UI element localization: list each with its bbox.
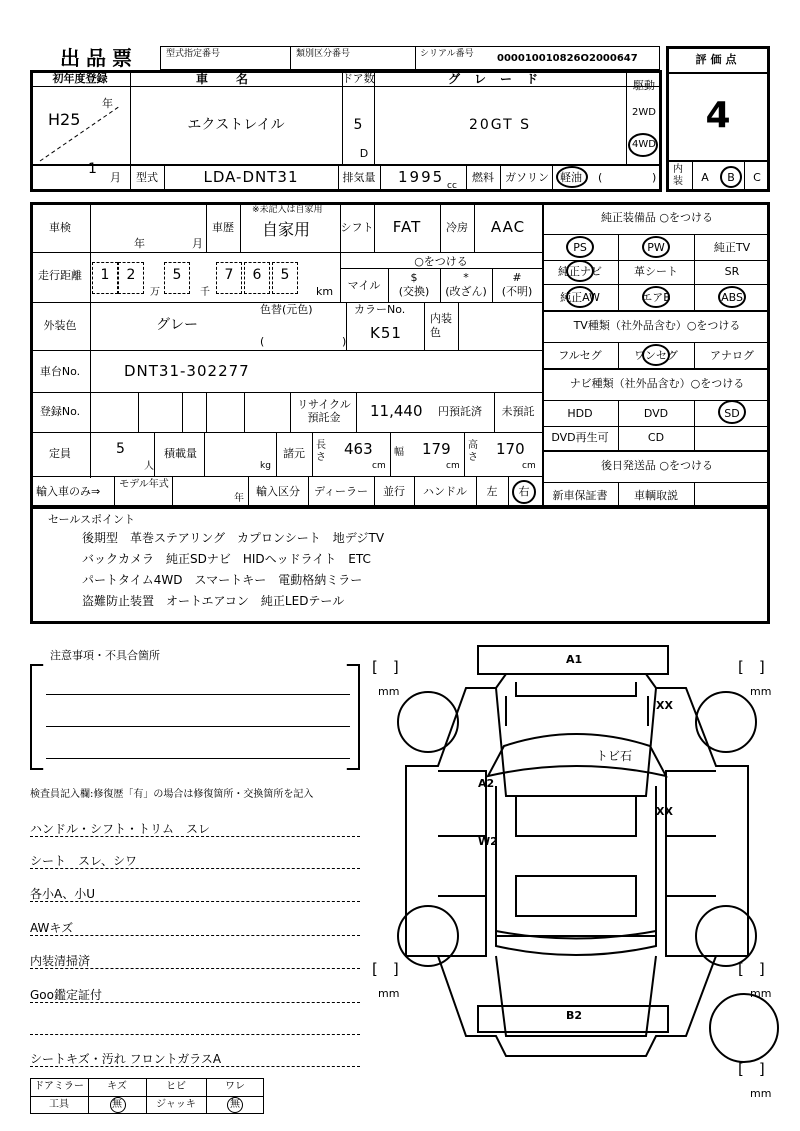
equip-title: 純正装備品 ○をつける	[600, 211, 714, 224]
equip-tv: 純正TV	[713, 241, 751, 254]
drive-2wd: 2WD	[632, 107, 656, 118]
capacity-value: 5	[116, 441, 125, 457]
first-reg-year-unit: 年	[102, 97, 113, 110]
mileage-exchange-symbol: $	[410, 271, 418, 284]
first-reg-label: 初年度登録	[52, 72, 108, 85]
repaint-label: 色替(元色)	[260, 303, 313, 316]
jack-label: ジャッキ	[156, 1099, 196, 1110]
dvd-playback: DVD再生可	[551, 431, 609, 444]
equip-navi: 純正ナビ	[558, 265, 602, 278]
inspector-title: 検査員記入欄:修復歴「有」の場合は修復箇所・交換箇所を記入	[30, 789, 314, 800]
mileage-4: 7	[224, 267, 234, 283]
exterior-color: グレー	[156, 317, 198, 333]
jack-value: 無	[230, 1099, 240, 1110]
import-parallel: 並行	[383, 485, 405, 498]
tv-analog: アナログ	[710, 349, 754, 362]
color-no-value: K51	[370, 324, 402, 342]
tools-label: 工具	[49, 1099, 69, 1110]
sales-line-1: 後期型 革巻ステアリング カプロンシート 地デジTV	[82, 531, 385, 545]
shift-value: FAT	[392, 218, 422, 236]
color-no-label: カラーNo.	[354, 303, 406, 316]
inspector-line-2: シート スレ、シワ	[30, 854, 138, 868]
equip-aw: 純正AW	[560, 291, 600, 304]
model-year-unit: 年	[234, 493, 244, 504]
mileage-unknown: (不明)	[501, 285, 533, 298]
car-name-label: 車名	[195, 72, 276, 86]
drive-label: 駆動	[633, 79, 655, 92]
mileage-mark-label: ○をつける	[414, 255, 468, 268]
tv-title: TV種類（社外品含む）○をつける	[573, 319, 741, 332]
mileage-6: 5	[280, 267, 290, 283]
bracket-top-left: [ ]	[372, 658, 399, 676]
handle-label: ハンドル	[423, 485, 467, 498]
later-title: 後日発送品 ○をつける	[600, 459, 714, 472]
equip-airbag-circle	[642, 286, 670, 308]
bracket-bottom-left: [ ]	[372, 960, 399, 978]
fuel-other-close: )	[652, 171, 657, 184]
handle-right: 右	[518, 485, 530, 498]
displacement-value: 1995	[398, 168, 445, 186]
handle-left: 左	[486, 485, 498, 498]
history-value: 自家用	[262, 220, 311, 239]
fuel-label: 燃料	[472, 171, 494, 184]
fuel-other-open: (	[598, 171, 603, 184]
inspector-line-1: ハンドル・シフト・トリム スレ	[30, 822, 211, 836]
interior-b: B	[727, 171, 735, 184]
height-value: 170	[496, 440, 525, 458]
mm-top-right: mm	[750, 685, 772, 698]
mileage-sen-unit: 千	[200, 287, 210, 298]
history-note: ※未記入は自家用	[252, 205, 323, 215]
mileage-3: 5	[172, 267, 182, 283]
shaken-year-unit: 年	[134, 237, 145, 250]
ac-label: 冷房	[446, 221, 468, 234]
import-label: 輸入車のみ⇒	[36, 485, 101, 498]
mileage-unknown-symbol: #	[512, 271, 522, 284]
interior-a: A	[701, 171, 709, 184]
serial-number: 000010010826O2000647	[497, 53, 638, 64]
width-label: 幅	[394, 447, 404, 458]
mileage-altered: (改ざん)	[445, 285, 487, 298]
first-reg-month-unit: 月	[110, 171, 121, 184]
shaken-label: 車検	[49, 221, 71, 234]
mileage-altered-symbol: *	[463, 271, 469, 284]
shift-label: シフト	[340, 221, 374, 234]
type-number-label: 型式指定番号	[166, 49, 221, 59]
grade-value: 20GT S	[468, 117, 532, 133]
capacity-unit: 人	[144, 461, 154, 472]
model-year-label: モデル年式	[119, 479, 169, 490]
interior-color-label: 内装色	[430, 312, 452, 339]
navi-title: ナビ種類（社外品含む）○をつける	[569, 377, 745, 390]
fuel-diesel: 軽油	[560, 171, 582, 184]
damage-break: ワレ	[225, 1081, 245, 1092]
mark-tobi: トビ石	[596, 749, 633, 763]
recycle-label: リサイクル預託金	[297, 398, 351, 424]
mm-top-left: mm	[378, 685, 400, 698]
later-manual: 車輌取説	[634, 489, 678, 502]
jack-value-circle	[227, 1097, 243, 1113]
equip-navi-circle	[566, 260, 594, 282]
dims-label: 諸元	[283, 447, 305, 460]
chassis-value: DNT31-302277	[124, 362, 250, 380]
interior-label: 内装	[673, 164, 683, 187]
sales-title: セールスポイント	[48, 513, 136, 526]
sales-line-2: バックカメラ 純正SDナビ HIDヘッドライト ETC	[82, 552, 371, 566]
inspector-line-5: 内装清掃済	[30, 954, 91, 968]
car-damage-diagram	[366, 626, 796, 1126]
shaken-month-unit: 月	[192, 237, 203, 250]
score-label: 評価点	[695, 53, 741, 66]
length-unit: cm	[372, 461, 386, 471]
damage-crack: ヒビ	[166, 1081, 186, 1092]
registration-label: 登録No.	[39, 405, 81, 418]
capacity-label: 定員	[49, 447, 71, 460]
navi-sd: SD	[724, 407, 740, 420]
load-unit: kg	[260, 461, 271, 471]
mark-b2: B2	[566, 1009, 583, 1022]
mark-xx-2: XX	[656, 805, 673, 818]
length-value: 463	[344, 440, 373, 458]
damage-mirror: ドアミラー	[34, 1081, 84, 1092]
tv-oneseg-circle	[642, 344, 670, 366]
equip-airbag: エアB	[641, 291, 671, 304]
recycle-not-deposited: 未預託	[501, 405, 535, 418]
displacement-label: 排気量	[342, 171, 376, 184]
first-reg-slash	[30, 86, 130, 166]
doors-value: 5	[353, 117, 363, 133]
drive-4wd-circle	[628, 133, 658, 157]
mark-xx-1: XX	[656, 699, 673, 712]
equip-abs-circle	[718, 286, 746, 308]
displacement-unit: cc	[447, 181, 457, 191]
mm-bottom-right: mm	[750, 987, 772, 1000]
tv-oneseg: ワンセグ	[634, 349, 678, 362]
inspector-line-8: シートキズ・汚れ フロントガラスA	[30, 1052, 222, 1066]
equip-pw-circle	[642, 236, 670, 258]
later-warranty: 新車保証書	[552, 489, 608, 502]
load-label: 積載量	[164, 447, 197, 460]
inspector-line-4: AWキズ	[30, 921, 74, 935]
tools-value-circle	[110, 1097, 126, 1113]
mileage-5: 6	[252, 267, 262, 283]
damage-scratch: キズ	[107, 1081, 127, 1092]
mileage-2: 2	[126, 267, 136, 283]
exterior-color-label: 外装色	[43, 319, 77, 332]
interior-b-circle	[720, 166, 742, 188]
navi-dvd: DVD	[643, 407, 669, 420]
bracket-top-right: [ ]	[738, 658, 765, 676]
recycle-amount: 11,440	[370, 402, 423, 420]
mileage-exchange: (交換)	[398, 285, 430, 298]
navi-cd: CD	[647, 431, 665, 444]
bracket-bottom-right: [ ]	[738, 960, 765, 978]
score-value: 4	[705, 95, 731, 136]
width-unit: cm	[446, 461, 460, 471]
mileage-km-unit: km	[316, 285, 334, 298]
first-reg-month: 1	[88, 161, 97, 177]
door-type: D	[359, 147, 369, 160]
ac-value: AAC	[490, 218, 526, 236]
notes-title: 注意事項・不具合箇所	[50, 649, 160, 662]
fuel-diesel-circle	[556, 166, 588, 188]
navi-hdd: HDD	[567, 407, 593, 420]
mark-a1: A1	[566, 653, 583, 666]
repaint-paren-open: (	[260, 335, 265, 348]
mileage-label: 走行距離	[38, 269, 82, 282]
height-label: 高さ	[468, 440, 478, 463]
category-number-label: 類別区分番号	[296, 49, 351, 59]
mm-bottom-left: mm	[378, 987, 400, 1000]
equip-leather: 革シート	[634, 265, 678, 278]
chassis-label: 車台No.	[39, 365, 81, 378]
first-reg-era: H25	[48, 110, 81, 129]
mm-spare: mm	[750, 1087, 772, 1100]
mileage-mile: マイル	[347, 279, 381, 292]
equip-aw-circle	[566, 286, 594, 308]
equip-pw: PW	[647, 241, 665, 254]
fuel-gasoline: ガソリン	[505, 171, 549, 184]
history-label: 車歴	[212, 221, 234, 234]
mark-w2: W2	[478, 835, 498, 848]
grade-label: グレード	[447, 72, 552, 86]
tv-fullseg: フルセグ	[558, 349, 602, 362]
model-label: 型式	[136, 171, 158, 184]
tools-value: 無	[112, 1099, 122, 1110]
equip-ps-circle	[566, 236, 594, 258]
width-value: 179	[422, 440, 451, 458]
page-title: 出品票	[60, 46, 138, 70]
bracket-spare: [ ]	[738, 1060, 765, 1078]
navi-sd-circle	[718, 400, 746, 424]
import-dealer: ディーラー	[313, 485, 369, 498]
mileage-man-unit: 万	[150, 287, 160, 298]
repaint-paren-close: )	[342, 335, 347, 348]
notes-bracket	[30, 664, 360, 770]
inspector-line-6: Goo鑑定証付	[30, 988, 102, 1002]
length-label: 長さ	[316, 440, 326, 463]
handle-right-circle	[512, 480, 536, 504]
inspector-line-3: 各小A、小U	[30, 887, 95, 901]
drive-4wd: 4WD	[632, 139, 656, 150]
recycle-deposited: 円預託済	[438, 405, 482, 418]
equip-abs: ABS	[721, 291, 743, 304]
sales-line-3: パートタイム4WD スマートキー 電動格納ミラー	[82, 573, 363, 587]
interior-c: C	[753, 171, 761, 184]
sales-line-4: 盗難防止装置 オートエアコン 純正LEDテール	[82, 594, 345, 608]
mileage-1: 1	[100, 267, 110, 283]
equip-sr: SR	[724, 265, 740, 278]
import-type-label: 輸入区分	[256, 485, 300, 498]
serial-label: シリアル番号	[420, 49, 474, 59]
car-name: エクストレイル	[187, 117, 285, 133]
height-unit: cm	[522, 461, 536, 471]
mark-a2: A2	[478, 777, 495, 790]
doors-label: ドア数	[342, 72, 375, 85]
equip-ps: PS	[573, 241, 587, 254]
model-value: LDA-DNT31	[203, 168, 299, 186]
